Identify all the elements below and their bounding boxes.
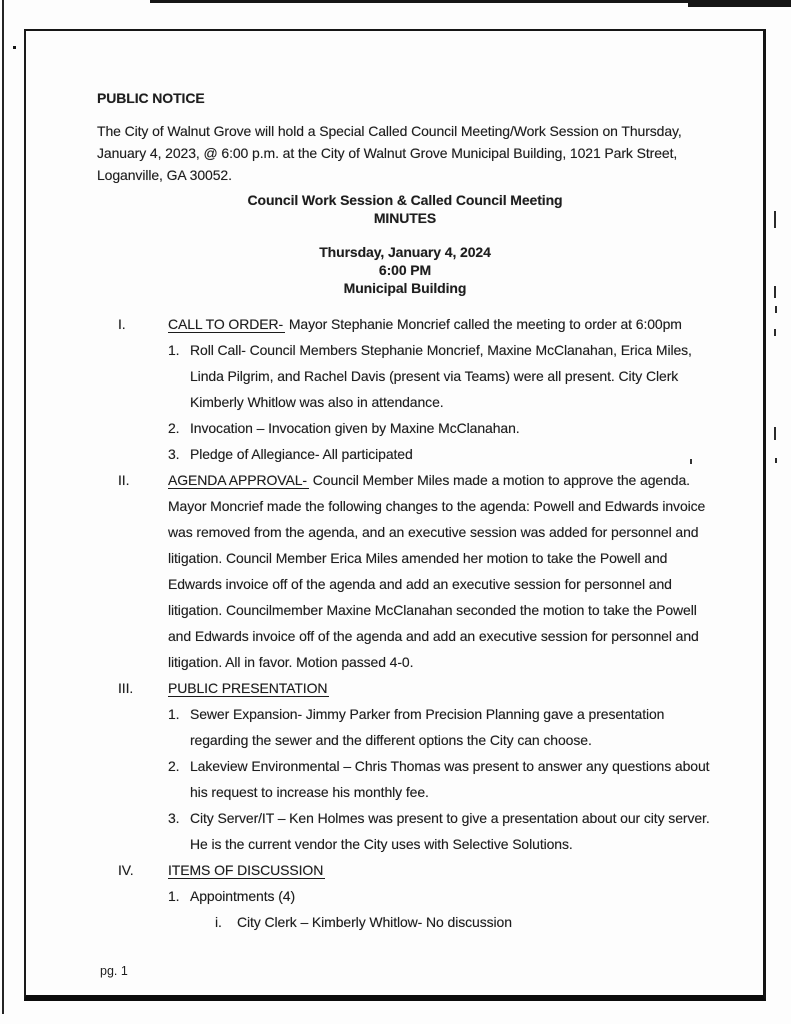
list-item xyxy=(168,753,713,805)
list-item xyxy=(168,441,713,467)
section-items-of-discussion xyxy=(97,857,713,883)
meeting-date: Thursday, January 4, 2024 xyxy=(319,244,491,260)
item-marker: 1. xyxy=(168,342,180,358)
meeting-title: Council Work Session & Called Council Meeting xyxy=(247,192,563,208)
item-marker: 2. xyxy=(168,420,180,436)
section-public-presentation xyxy=(97,675,713,701)
section-body: Council Member Miles made a motion to approve the agenda. Mayor Moncrief made the following changes to the agenda: Powell and Edwards invoice was removed from the agenda, and an executive session was added for personnel and litigation. Council Member Erica Miles amended her motion to take the Powell and Edwards invoice off of the agenda and add an executive session for personnel and litigation. Councilmember Maxine McClanahan seconded the motion to take the Powell and Edwards invoice off of the agenda and add an executive session for personnel and litigation. All in favor. Motion passed 4-0. xyxy=(168,472,706,670)
subitem-marker: i. xyxy=(215,914,222,930)
list-item xyxy=(168,883,713,909)
item-marker: 1. xyxy=(168,888,180,904)
minutes-outline xyxy=(97,311,713,935)
item-marker: 2. xyxy=(168,758,180,774)
section-paragraph xyxy=(168,311,713,337)
item-marker: 3. xyxy=(168,810,180,826)
meeting-time: 6:00 PM xyxy=(378,262,432,278)
section-numeral: IV. xyxy=(118,862,134,878)
list-item xyxy=(168,415,713,441)
scan-artifact-right-dash xyxy=(774,286,776,298)
section-numeral: III. xyxy=(118,680,134,696)
page-number: pg. 1 xyxy=(100,964,128,978)
section-agenda-approval xyxy=(97,467,713,675)
notice-paragraph: The City of Walnut Grove will hold a Special Called Council Meeting/Work Session on Thursday, January 4, 2023, @ 6:00 p.m. at the City of Walnut Grove Municipal Building, 1021 Park Street, Loganville, GA 30052. xyxy=(97,123,682,183)
item-text: Invocation – Invocation given by Maxine McClanahan. xyxy=(190,420,520,436)
item-text: Appointments (4) xyxy=(190,888,296,904)
scan-artifact-dot xyxy=(13,46,16,49)
item-text: Roll Call- Council Members Stephanie Moncrief, Maxine McClanahan, Erica Miles, Linda Pilgrim, and Rachel Davis (present via Teams) were all present. City Clerk Kimberly Whitlow was also in attendance. xyxy=(190,342,692,410)
section-call-to-order xyxy=(97,311,713,337)
section-paragraph xyxy=(168,857,713,883)
section-numeral: I. xyxy=(118,316,126,332)
item-text: Pledge of Allegiance- All participated xyxy=(190,446,413,462)
scan-artifact-right-dash xyxy=(774,329,776,336)
item-marker: 3. xyxy=(168,446,180,462)
sub-list-item xyxy=(215,909,713,935)
section-paragraph xyxy=(168,467,713,675)
section-numeral: II. xyxy=(118,472,130,488)
scan-artifact-right-dash xyxy=(774,427,776,440)
section-body: Mayor Stephanie Moncrief called the meeting to order at 6:00pm xyxy=(285,316,682,332)
document-content xyxy=(97,0,713,935)
subitem-text: City Clerk – Kimberly Whitlow- No discussion xyxy=(237,914,512,930)
section-heading: AGENDA APPROVAL- xyxy=(168,472,307,488)
item-marker: 1. xyxy=(168,706,180,722)
scan-artifact-right-dot xyxy=(775,458,777,463)
section-heading: CALL TO ORDER- xyxy=(168,316,284,332)
scan-artifact-left-edge xyxy=(2,0,4,1014)
list-item xyxy=(168,337,713,415)
meeting-subtitle: MINUTES xyxy=(373,210,437,226)
item-text: City Server/IT – Ken Holmes was present to give a presentation about our city server. He is the current vendor the City uses with Selective Solutions. xyxy=(190,810,710,852)
public-notice-heading: PUBLIC NOTICE xyxy=(97,90,205,106)
meeting-when-block xyxy=(97,243,713,297)
item-text: Lakeview Environmental – Chris Thomas was present to answer any questions about his request to increase his monthly fee. xyxy=(190,758,710,800)
section-heading: ITEMS OF DISCUSSION xyxy=(168,862,324,878)
meeting-title-block xyxy=(97,191,713,227)
list-item xyxy=(168,701,713,753)
section-paragraph xyxy=(168,675,713,701)
meeting-location: Municipal Building xyxy=(343,280,467,296)
scan-artifact-right-dash xyxy=(774,211,776,228)
item-text: Sewer Expansion- Jimmy Parker from Precision Planning gave a presentation regarding the sewer and the different options the City can choose. xyxy=(190,706,665,748)
scan-artifact-right-dash xyxy=(775,306,777,313)
section-heading: PUBLIC PRESENTATION xyxy=(168,680,328,696)
list-item xyxy=(168,805,713,857)
